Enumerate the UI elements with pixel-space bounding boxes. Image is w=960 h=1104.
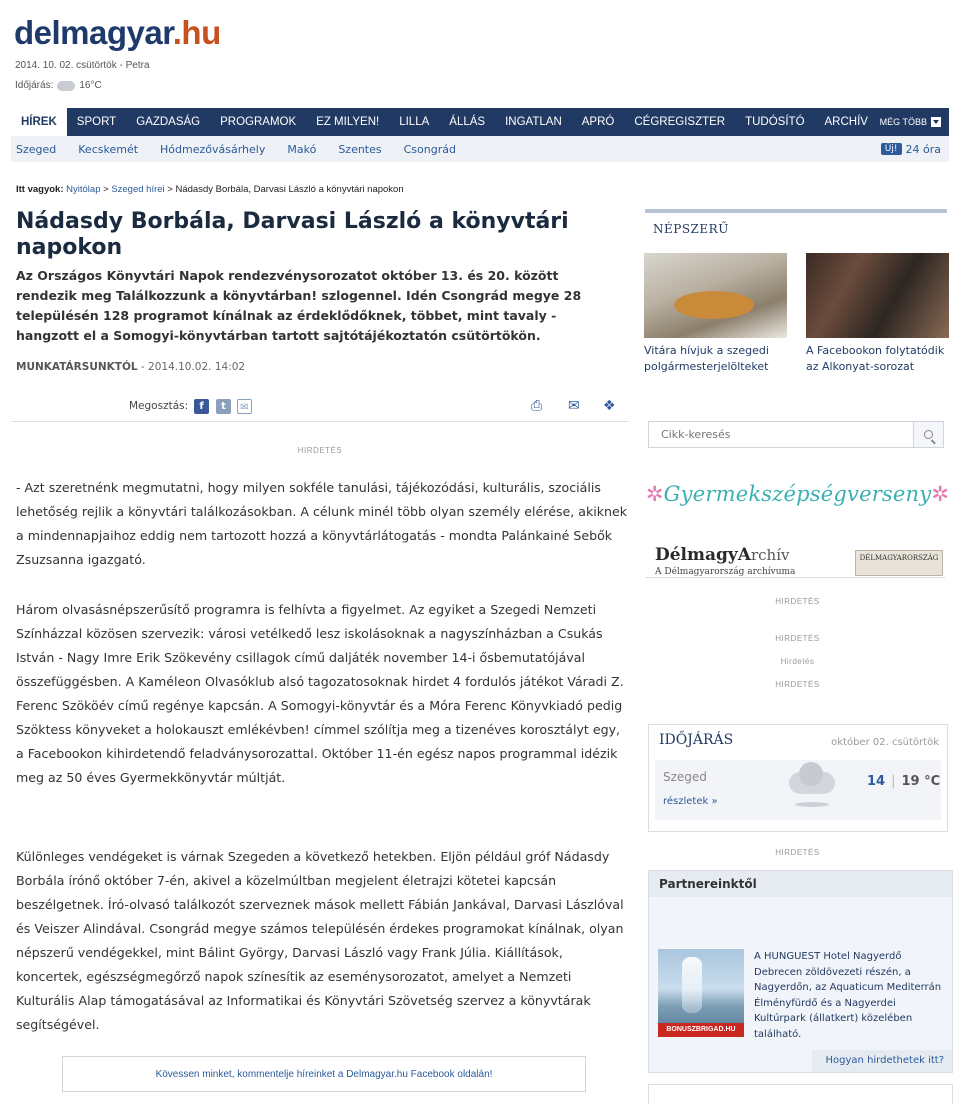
chevron-down-icon — [931, 117, 941, 127]
weather-label: Időjárás: — [15, 80, 54, 91]
temp-max: 19 °C — [901, 774, 941, 789]
weather-temp: 16°C — [79, 80, 102, 91]
popular-heading: NÉPSZERŰ — [653, 222, 729, 236]
nav-more-label: MÉG TÖBB — [879, 117, 927, 127]
fountain-shape — [682, 957, 702, 1013]
twitter-icon[interactable]: t — [216, 399, 231, 414]
nav-item-gazdasag[interactable]: GAZDASÁG — [136, 116, 201, 128]
print-icon[interactable]: ⎙ — [531, 398, 543, 414]
city-subnav — [11, 136, 949, 162]
article-author: MUNKATÁRSUNKTÓL — [16, 361, 138, 373]
site-logo[interactable] — [14, 14, 221, 52]
subnav-item-mako[interactable]: Makó — [287, 142, 317, 156]
temp-min: 14 — [867, 774, 886, 789]
search-input[interactable] — [649, 423, 913, 447]
weather-heading: IDŐJÁRÁS — [659, 732, 734, 748]
meeting-table-shape — [674, 291, 754, 319]
nav-item-lilla[interactable]: LILLA — [399, 116, 430, 128]
search-icon — [924, 430, 933, 439]
nav-item-sport[interactable]: SPORT — [76, 116, 117, 128]
nav-item-hirek[interactable]: HÍREK — [11, 108, 67, 136]
subnav-item-hodmezovasarhely[interactable]: Hódmezővásárhely — [160, 142, 266, 156]
archive-title-b: rchív — [750, 546, 790, 564]
breadcrumb-section[interactable]: Szeged hírei — [111, 184, 165, 195]
ad-label: HIRDETÉS — [297, 446, 343, 455]
nav-item-allas[interactable]: ÁLLÁS — [449, 116, 486, 128]
article-lead: Az Országos Könyvtári Napok rendezvénysorozatot október 13. és 20. között rendezik meg Találkozzunk a könyvtárban! szlogennel. Idén Csongrád megye 28 településén 128 programot kínálnak az érdeklődőknek, többet, mint tavaly - hangzott el a Somogyi-könyvtárban tartott sajtótájékoztatón csütörtökön. — [16, 268, 582, 343]
ad-label: HIRDETÉS — [775, 848, 820, 857]
logo-tld: .hu — [172, 14, 221, 51]
weather-widget — [648, 724, 948, 832]
article-title: Nádasdy Borbála, Darvasi László a könyvtári napokon — [16, 209, 569, 260]
beauty-contest-banner[interactable] — [645, 466, 950, 524]
sidebar-divider — [645, 209, 947, 213]
ad-label: HIRDETÉS — [775, 680, 820, 689]
nav-item-ez-milyen[interactable]: EZ MILYEN! — [316, 116, 380, 128]
ad-label: Hirdetés — [780, 657, 815, 666]
cloud-icon — [789, 772, 835, 794]
article-paragraph-3: Különleges vendégeket is várnak Szegeden a következő hetekben. Eljön például gróf Nádasdy Borbála írónő október 7-én, akivel a közelmúltban megjelent életrajzi kötetei kapcsán beszélgetnek. Író-olvasó találkozót szerveznek mások mellett Fábián Jankával, Darvasi Lászlóval és Veiszer Alindával. Csongrád megye számos településén érdekes programokat kínálnak, olyan népszerű vendégekkel, mint Bálint György, Darvasi László vagy Frank Júlia. Kiállítások, koncertek, egészségmegőrző napok színesítik az eseménysorozatot, amelyet a Nemzeti Kulturális Alap támogatásával az Informatikai és Könyvtári Szövetség szervez a könyvtárak segítségével. — [16, 849, 624, 1032]
partner-image[interactable] — [658, 949, 744, 1037]
star-icon: ✲ — [645, 482, 664, 506]
mail-icon[interactable]: ✉ — [568, 398, 580, 414]
weather-date: október 02. csütörtök — [831, 737, 939, 748]
archive-subtitle: A Délmagyarország archívuma — [655, 567, 796, 577]
ad-label: HIRDETÉS — [775, 634, 820, 643]
share-label: Megosztás: — [129, 400, 189, 412]
search-button[interactable] — [913, 422, 943, 447]
nav-item-ingatlan[interactable]: INGATLAN — [505, 116, 562, 128]
popular-caption-1[interactable]: Vitára hívjuk a szegedi polgármesterjelölteket — [644, 344, 769, 373]
main-nav — [11, 108, 949, 136]
popular-caption-2[interactable]: A Facebookon folytatódik az Alkonyat-sorozat — [806, 344, 945, 373]
nav-more-button[interactable] — [880, 117, 949, 127]
archive-title — [655, 545, 790, 565]
archive-title-a: DélmagyA — [655, 545, 751, 565]
ad-label: HIRDETÉS — [775, 597, 820, 606]
article-search — [648, 421, 944, 448]
popular-image-2[interactable] — [806, 253, 949, 338]
breadcrumb: Itt vagyok: Nyitólap > Szeged hírei > Nádasdy Borbála, Darvasi László a könyvtári napokon — [16, 184, 404, 195]
weather-temps — [867, 774, 940, 789]
logo-main: delmagyar — [14, 14, 173, 51]
advertise-link[interactable]: Hogyan hirdethetek itt? — [812, 1050, 952, 1072]
temp-separator: | — [891, 774, 896, 789]
nav-item-archiv[interactable]: ARCHÍV — [824, 116, 868, 128]
comment-icon[interactable]: ❖ — [603, 398, 616, 414]
nav-item-apro[interactable]: APRÓ — [581, 116, 615, 128]
weather-panel — [655, 760, 941, 820]
nav-item-programok[interactable]: PROGRAMOK — [220, 116, 297, 128]
breadcrumb-label: Itt vagyok: — [16, 184, 64, 195]
breadcrumb-current: Nádasdy Borbála, Darvasi László a könyvtári napokon — [175, 184, 404, 195]
popular-image-1[interactable] — [644, 253, 787, 338]
partner-text[interactable]: A HUNGUEST Hotel Nagyerdő Debrecen zöldövezeti részén, a Nagyerdőn, az Aquaticum Mediterrán Élményfürdő és a Nagyerdei Kultúrpark (állatkert) közelében található. — [754, 951, 942, 1040]
cloud-shadow — [795, 802, 829, 807]
new-badge: Új! — [881, 143, 902, 155]
subnav-item-kecskemet[interactable]: Kecskemét — [78, 142, 139, 156]
archive-banner[interactable] — [645, 544, 945, 578]
star-icon: ✲ — [931, 482, 950, 506]
subnav-item-csongrad[interactable]: Csongrád — [403, 142, 456, 156]
partner-heading: Partnereinktől — [649, 871, 952, 897]
partner-image-label: BONUSZBRIGAD.HU — [658, 1023, 744, 1037]
subnav-item-szentes[interactable]: Szentes — [338, 142, 382, 156]
dateline: 2014. 10. 02. csütörtök - Petra — [15, 60, 150, 71]
article-byline — [16, 361, 245, 373]
facebook-icon[interactable]: f — [194, 399, 209, 414]
partner-box — [648, 870, 953, 1073]
nav-item-cegregiszter[interactable]: CÉGREGISZTER — [634, 116, 726, 128]
article-paragraph-2: Három olvasásnépszerűsítő programra is felhívta a figyelmet. Az egyiket a Szegedi Nemzeti Színházzal közösen szervezik: városi vetélkedő lesz iskolásoknak a nagyszínházban a Csukás István - Nagy Imre Erik Szökevény csillagok című daljáték november 14-i ősbemutatójával összefüggésben. A Kaméleon Olvasóklub alsó tagozatosoknak hirdet 4 fordulós játékot Váradi Z. Ferenc Szököév című regénye kapcsán. A Somogyi-könyvtár és a Móra Ferenc Könyvkiadó pedig Szöktess könyveket a holokauszt emlékévben! címmel szólítja meg a tizenéves korosztályt egy, a Facebookon kihirdetendő feladványsorozattal. Október 11-én egész napos programmal idézik meg az 50 éves Gyermekkönyvtár múltját. — [16, 602, 624, 785]
nav-item-tudosito[interactable]: TUDÓSÍTÓ — [745, 116, 805, 128]
cloud-icon — [57, 81, 75, 91]
subnav-item-szeged[interactable]: Szeged — [16, 142, 57, 156]
header-weather[interactable] — [15, 80, 102, 91]
weather-city: Szeged — [663, 770, 707, 784]
newspaper-thumbnail: DÉLMAGYARORSZÁG — [855, 550, 943, 576]
breadcrumb-home[interactable]: Nyitólap — [66, 184, 101, 195]
beauty-contest-label: Gyermekszépségverseny — [663, 482, 932, 506]
weather-details-link[interactable]: részletek » — [663, 796, 718, 807]
24-hours-link[interactable] — [881, 143, 949, 156]
facebook-follow-link[interactable]: Kövessen minket, kommentelje híreinket a Delmagyar.hu Facebook oldalán! — [62, 1056, 586, 1092]
share-bar — [11, 396, 629, 422]
article-date: - 2014.10.02. 14:02 — [140, 361, 246, 373]
email-share-icon[interactable]: ✉ — [237, 399, 252, 414]
sidebar-bottom-box — [648, 1084, 953, 1104]
article-paragraph-1: - Azt szeretnénk megmutatni, hogy milyen sokféle tanulási, tájékozódási, kulturális, szociális lehetőség rejlik a könyvtári találkozásokban. A célunk minél több olyan személy elérése, akiknek a mindennapjaihoz eddig nem tartozott hozzá a könyvtárlátogatás - mondta Palánkainé Sebők Zsuzsanna igazgató. — [16, 480, 628, 567]
24-hours-label: 24 óra — [905, 142, 941, 156]
